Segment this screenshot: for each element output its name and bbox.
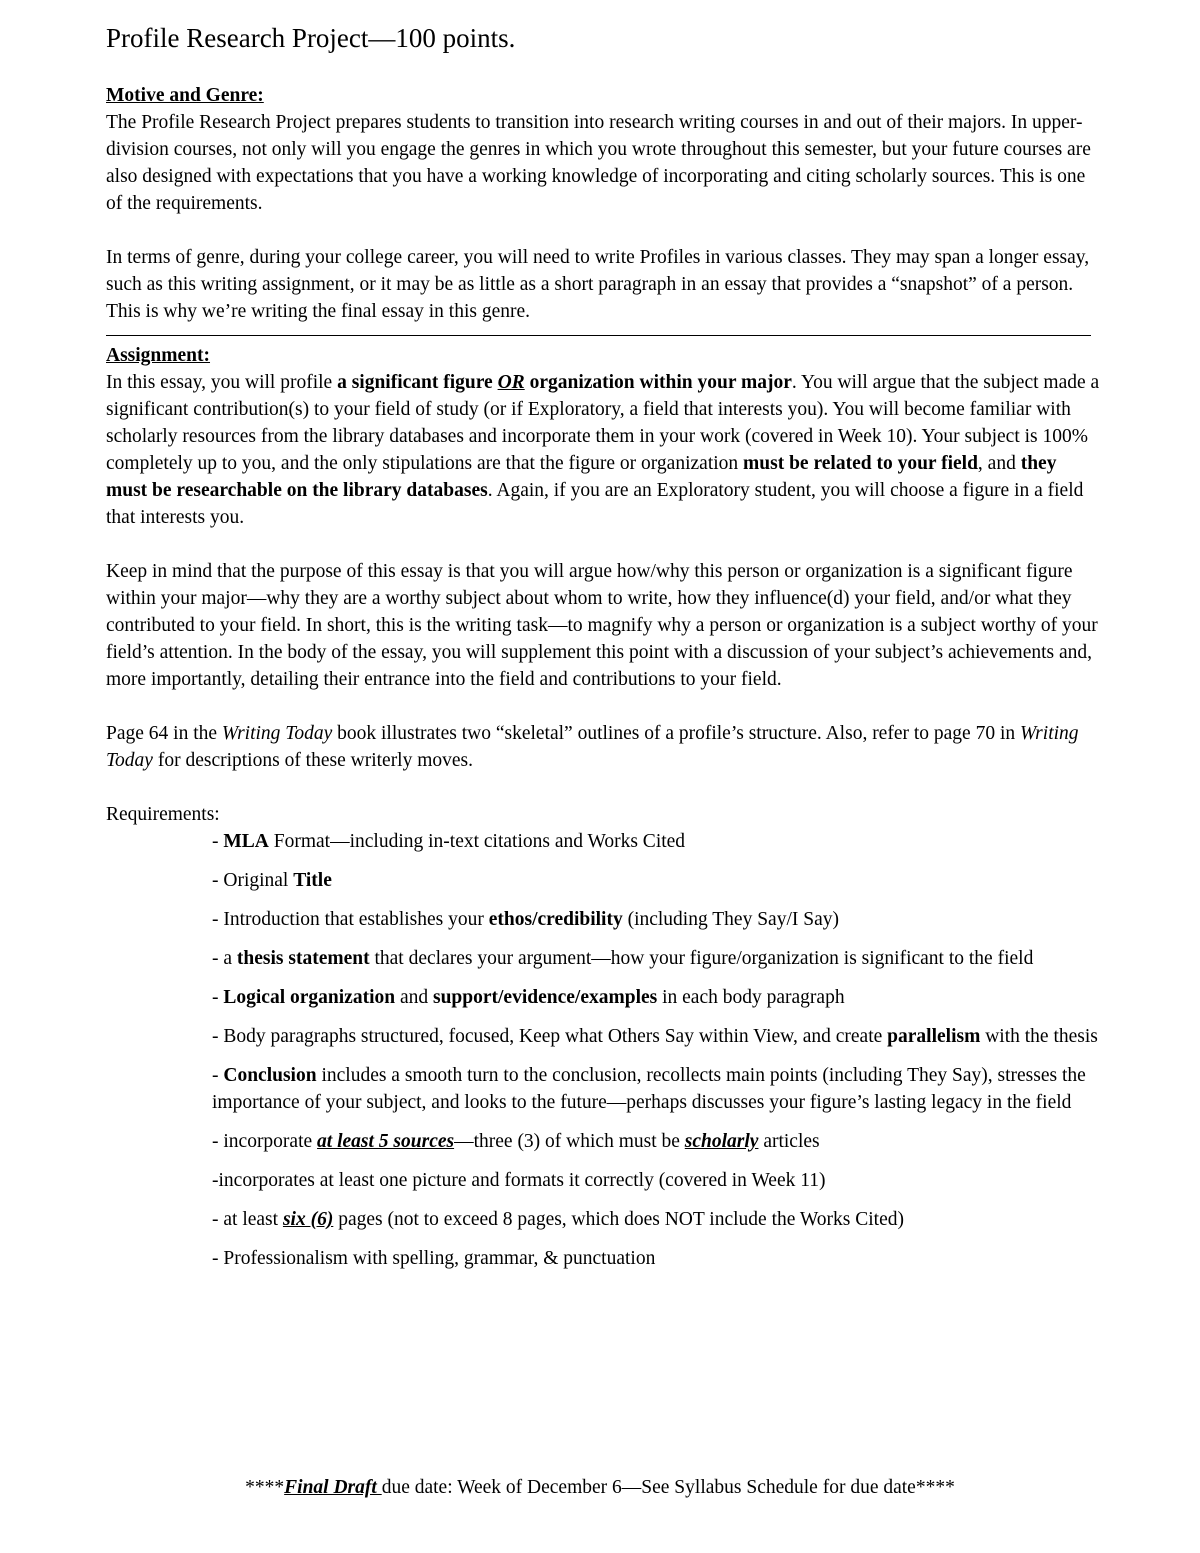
assignment-or: OR (497, 372, 525, 393)
requirements-label: Requirements: (106, 804, 220, 825)
requirement-item: - Original Title (212, 870, 332, 891)
requirement-item: - Logical organization and support/evidence/examples in each body paragraph (212, 987, 845, 1008)
assignment-bold: organization within your major (524, 372, 792, 393)
requirement-item: - MLA Format—including in-text citations and Works Cited (212, 831, 686, 852)
book-title: Writing Today (221, 723, 333, 744)
book-title: Writing Today (106, 723, 1079, 771)
requirement-item: - a thesis statement that declares your argument—how your figure/organization is significant to the field (212, 948, 1034, 969)
assignment-section (106, 342, 1101, 531)
document-title: Profile Research Project—100 points. (106, 23, 516, 53)
motive-paragraph-1: The Profile Research Project prepares students to transition into research writing courses in and out of their majors. In upper-division courses, not only will you engage the genres in which you wrote throughout this semester, but your future courses are also designed with expectations that you have a working knowledge of incorporating and citing scholarly sources. This is one of the requirements. (106, 112, 1091, 214)
requirement-item: - Professionalism with spelling, grammar, & punctuation (212, 1248, 656, 1269)
paragraph-text: Page 64 in the (106, 723, 222, 744)
requirement-item: -incorporates at least one picture and formats it correctly (covered in Week 11) (212, 1170, 826, 1191)
footer-due-date: due date: Week of December 6—See Syllabus Schedule for due date**** (381, 1477, 955, 1498)
assignment-text: . You will argue that the subject made a significant contribution(s) to your field of study (or if Exploratory, a field that interests you). You will become familiar with scholarly resources from the library databases and incorporate them in your work (covered in Week 10). Your subject is 100% completely up to you, and the only stipulations are that the figure or organization (106, 372, 1100, 474)
section-divider (106, 335, 1091, 336)
final-draft-label: Final Draft (284, 1477, 382, 1498)
motive-heading: Motive and Genre: (106, 85, 264, 106)
motive-paragraph-2: In terms of genre, during your college career, you will need to write Profiles in various classes. They may span a longer essay, such as this writing assignment, or it may be as little as a short paragraph in an essay that provides a “snapshot” of a person. This is why we’re writing the final essay in this genre. (106, 247, 1090, 322)
due-date-footer (0, 1474, 1200, 1501)
purpose-paragraph: Keep in mind that the purpose of this essay is that you will argue how/why this person or organization is a significant figure within your major—why they are a worthy subject about whom to write, how they influence(d) your field, and/or what they contributed to your field. In short, this is the writing task—to magnify why a person or organization is a subject worthy of your field’s attention. In the body of the essay, you will supplement this point with a discussion of your subject’s achievements and, more importantly, detailing their entrance into the field and contributions to your field. (106, 561, 1098, 690)
assignment-text: , and (977, 453, 1021, 474)
requirement-item: - Conclusion includes a smooth turn to the conclusion, recollects main points (including They Say), stresses the importance of your subject, and looks to the future—perhaps discusses your figure’s lasting legacy in the field (212, 1065, 1086, 1113)
assignment-bold: they must be researchable on the library databases (106, 453, 1057, 501)
paragraph-text: for descriptions of these writerly moves. (152, 750, 474, 771)
requirement-item: - at least six (6) pages (not to exceed 8 pages, which does NOT include the Works Cited) (212, 1209, 904, 1230)
motive-section (106, 82, 1101, 217)
document-page (106, 18, 1166, 1284)
paragraph-text: book illustrates two “skeletal” outlines of a profile’s structure. Also, refer to page 70 in (332, 723, 1021, 744)
assignment-bold: a significant figure (337, 372, 498, 393)
writing-today-paragraph (106, 720, 1101, 774)
footer-stars: **** (245, 1477, 285, 1498)
requirement-item: - Introduction that establishes your ethos/credibility (including They Say/I Say) (212, 909, 839, 930)
assignment-text: . Again, if you are an Exploratory student, you will choose a figure in a field that interests you. (106, 480, 1084, 528)
requirements-list (212, 828, 1147, 1272)
requirement-item: - incorporate at least 5 sources—three (3) of which must be scholarly articles (212, 1131, 820, 1152)
assignment-bold: must be related to your field (743, 453, 978, 474)
assignment-heading: Assignment: (106, 345, 211, 366)
assignment-text: In this essay, you will profile (106, 372, 338, 393)
requirement-item: - Body paragraphs structured, focused, Keep what Others Say within View, and create parallelism with the thesis (212, 1026, 1098, 1047)
